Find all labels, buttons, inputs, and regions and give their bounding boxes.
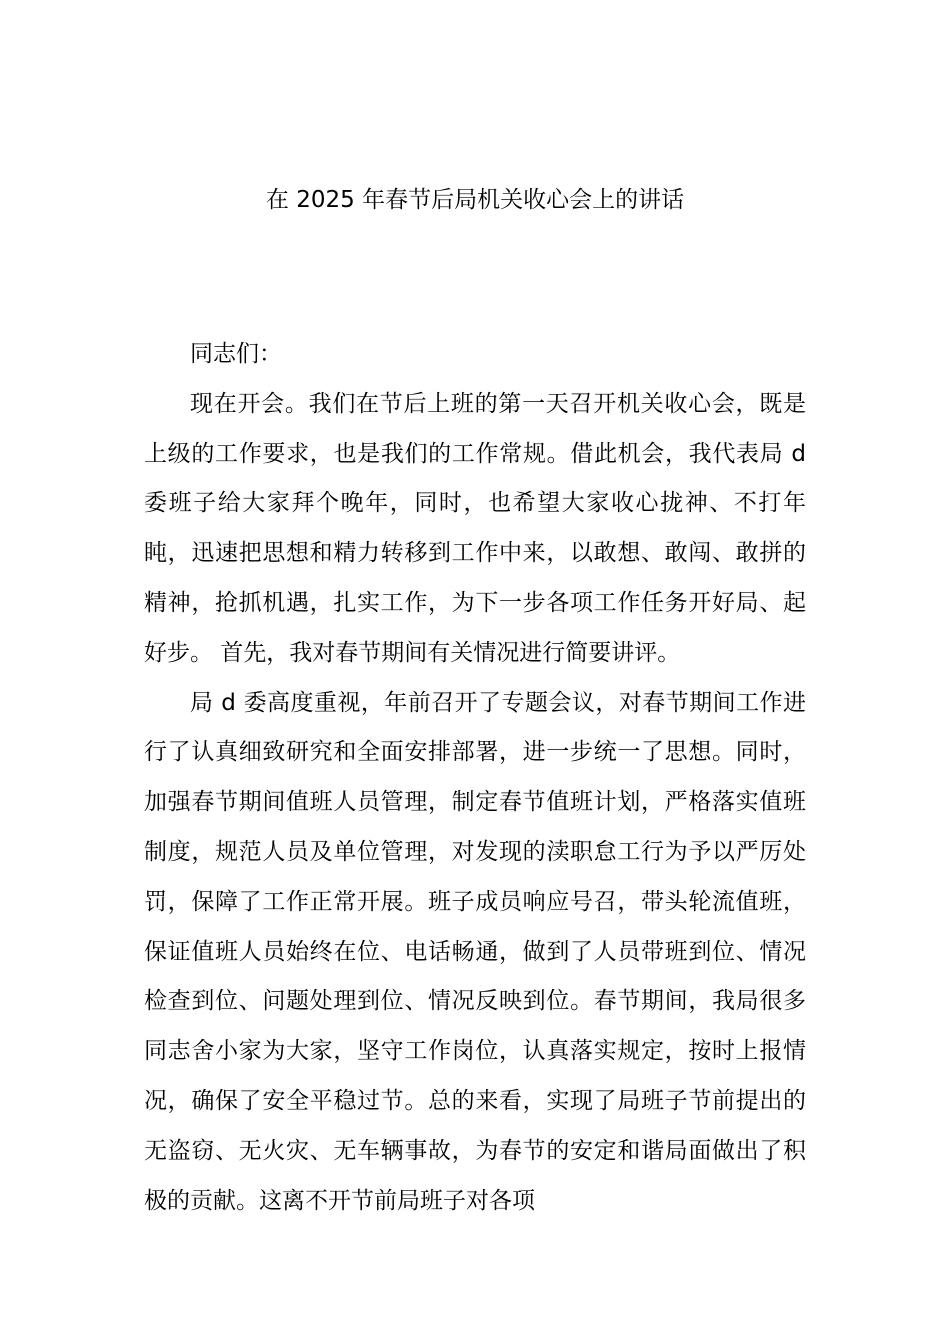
paragraph-opening: 现在开会。我们在节后上班的第一天召开机关收心会，既是上级的工作要求，也是我们的工作常规。借此机会，我代表局 d 委班子给大家拜个晚年，同时，也希望大家收心拢神、不打年盹，迅速把思想和精力转移到工作中来，以敢想、敢闯、敢拼的精神，抢抓机遇，扎实工作，为下一步各项工作任务开好局、起好步。 首先，我对春节期间有关情况进行简要讲评。: [144, 390, 806, 666]
document-body: [144, 330, 806, 1226]
salutation: 同志们：: [190, 341, 282, 367]
paragraph-review: 局 d 委高度重视，年前召开了专题会议，对春节期间工作进行了认真细致研究和全面安排部署，进一步统一了思想。同时，加强春节期间值班人员管理，制定春节值班计划，严格落实值班制度，规范人员及单位管理，对发现的渎职怠工行为予以严厉处罚，保障了工作正常开展。班子成员响应号召，带头轮流值班，保证值班人员始终在位、电话畅通，做到了人员带班到位、情况检查到位、问题处理到位、情况反映到位。春节期间，我局很多同志舍小家为大家，坚守工作岗位，认真落实规定，按时上报情况，确保了安全平稳过节。总的来看，实现了局班子节前提出的无盗窃、无火灾、无车辆事故，为春节的安定和谐局面做出了积极的贡献。这离不开节前局班子对各项: [144, 689, 806, 1214]
document-title: 在 2025 年春节后局机关收心会上的讲话: [265, 187, 685, 213]
